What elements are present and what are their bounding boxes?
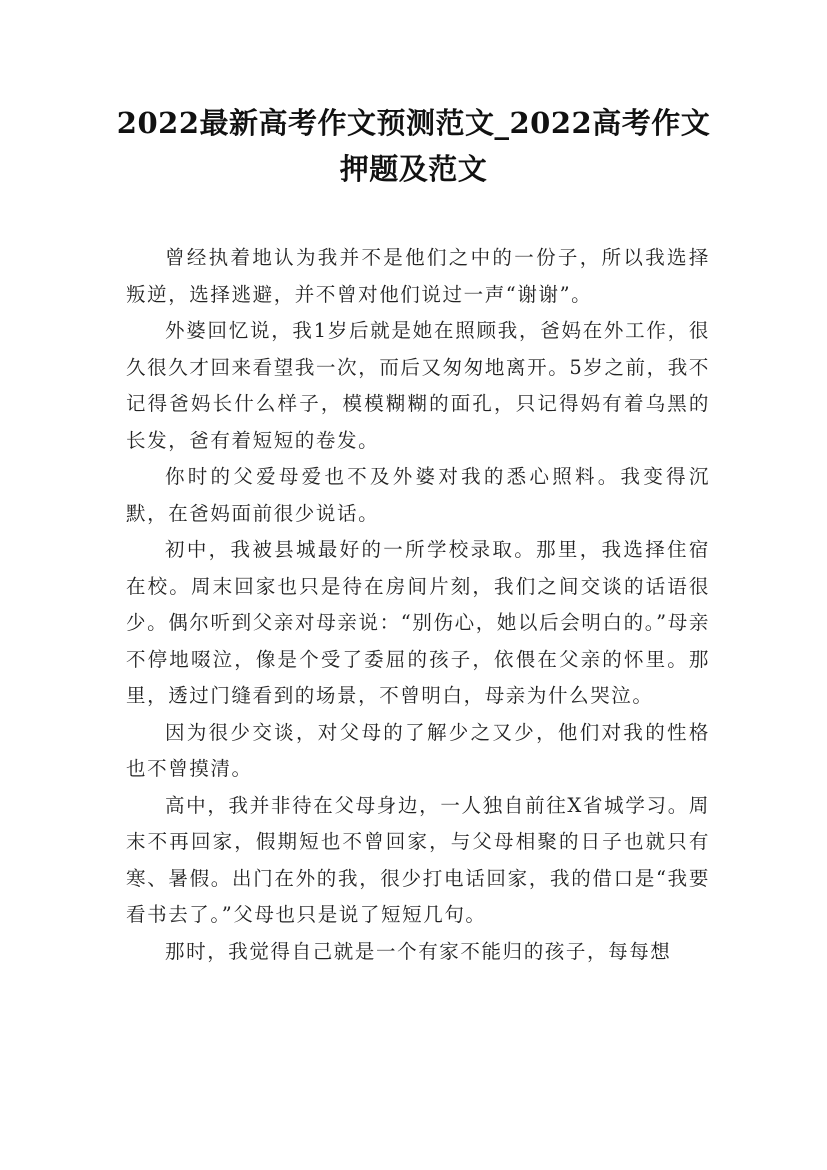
paragraph: 因为很少交谈，对父母的了解少之又少，他们对我的性格也不曾摸清。 [126,720,710,780]
paragraph: 你时的父爱母爱也不及外婆对我的悉心照料。我变得沉默，在爸妈面前很少说话。 [126,465,710,525]
paragraph: 初中，我被县城最好的一所学校录取。那里，我选择住宿在校。周末回家也只是待在房间片刻，我们之间交谈的话语很少。偶尔听到父亲对母亲说：“别伤心，她以后会明白的。”母亲不停地啜泣，像是个受了委屈的孩子，依偎在父亲的怀里。那里，透过门缝看到的场景，不曾明白，母亲为什么哭泣。 [126,538,710,707]
document-body [126,240,710,970]
paragraph: 外婆回忆说，我1岁后就是她在照顾我，爸妈在外工作，很久很久才回来看望我一次，而后又匆匆地离开。5岁之前，我不记得爸妈长什么样子，模模糊糊的面孔，只记得妈有着乌黑的长发，爸有着短短的卷发。 [126,319,710,452]
document-title: 2022最新高考作文预测范文_2022高考作文押题及范文 [116,106,711,186]
paragraph: 高中，我并非待在父母身边，一人独自前往X省城学习。周末不再回家，假期短也不曾回家，与父母相聚的日子也就只有寒、暑假。出门在外的我，很少打电话回家，我的借口是“我要看书去了。”父母也只是说了短短几句。 [126,793,710,926]
paragraph: 那时，我觉得自己就是一个有家不能归的孩子，每每想 [165,939,672,963]
paragraph: 曾经执着地认为我并不是他们之中的一份子，所以我选择叛逆，选择逃避，并不曾对他们说过一声“谢谢”。 [126,246,710,306]
